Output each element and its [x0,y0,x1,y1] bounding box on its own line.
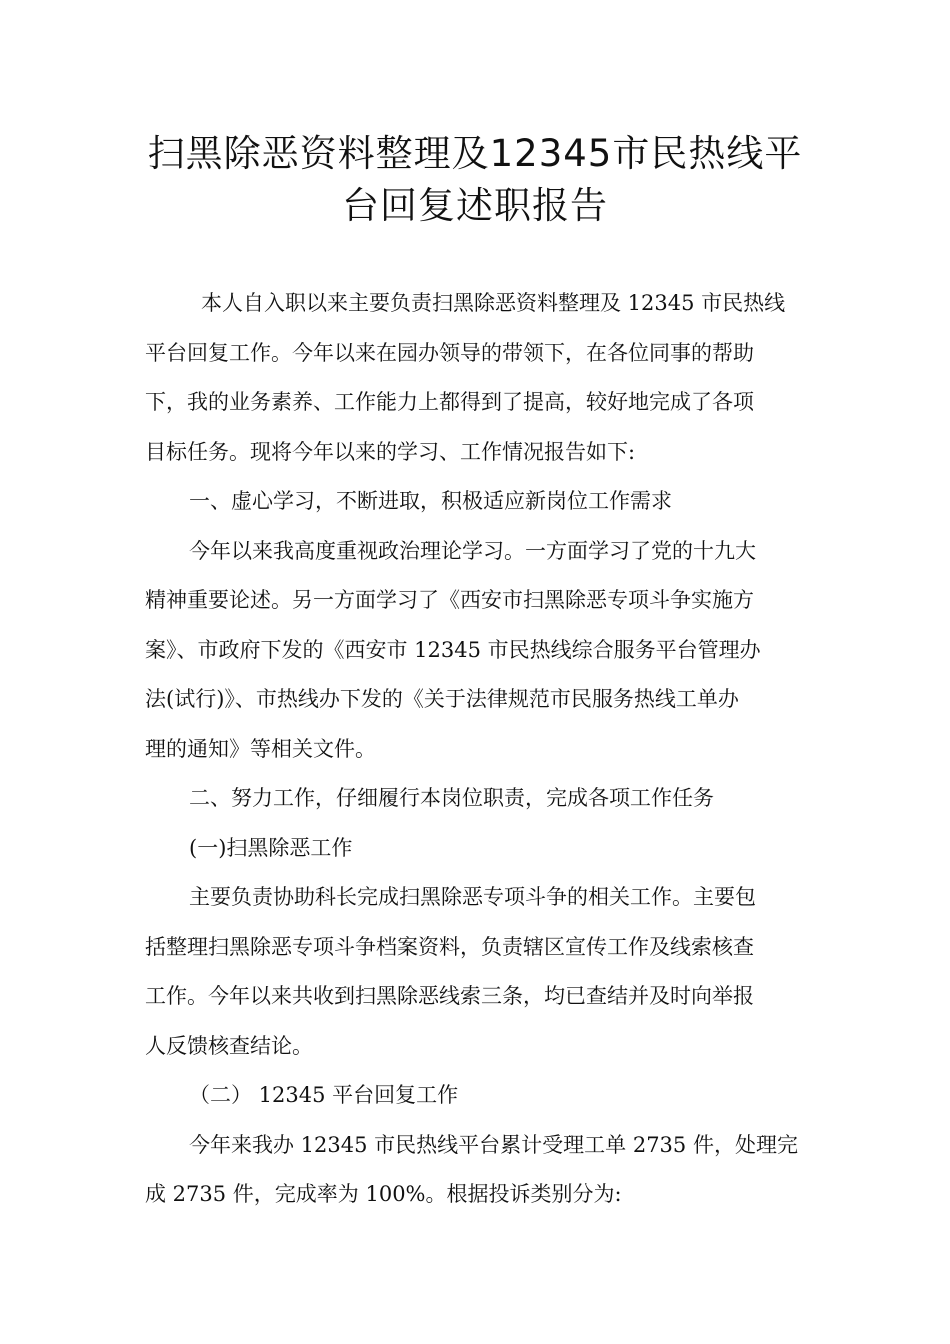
body-line: 本人自入职以来主要负责扫黑除恶资料整理及 12345 市民热线 [201,291,786,315]
subsection-heading-1: (一)扫黑除恶工作 [189,835,353,860]
body-line: 人反馈核查结论。 [145,1033,313,1058]
subsection-heading-2: （二） 12345 平台回复工作 [189,1083,459,1107]
body-line: 法(试行)》、市热线办下发的《关于法律规范市民服务热线工单办 [145,687,739,711]
body-line: 工作。今年以来共收到扫黑除恶线索三条，均已查结并及时向举报 [145,984,754,1008]
body-line: 理的通知》等相关文件。 [145,736,376,761]
title-line-1: 扫黑除恶资料整理及12345市民热线平 [147,132,803,175]
body-line: 成 2735 件，完成率为 100%。根据投诉类别分为: [145,1182,622,1206]
body-line: 今年来我办 12345 市民热线平台累计受理工单 2735 件，处理完 [189,1132,798,1157]
body-line: 主要负责协助科长完成扫黑除恶专项斗争的相关工作。主要包 [189,885,756,909]
section-heading-1: 一、虚心学习，不断进取，积极适应新岗位工作需求 [189,489,672,513]
body-line: 括整理扫黑除恶专项斗争档案资料，负责辖区宣传工作及线索核查 [145,934,754,959]
body-line: 下，我的业务素养、工作能力上都得到了提高，较好地完成了各项 [145,390,754,414]
body-line: 案》、市政府下发的《西安市 12345 市民热线综合服务平台管理办 [145,637,761,662]
section-heading-2: 二、努力工作，仔细履行本岗位职责，完成各项工作任务 [189,786,714,810]
title-line-2: 台回复述职报告 [342,184,608,227]
body-line: 精神重要论述。另一方面学习了《西安市扫黑除恶专项斗争实施方 [145,588,754,612]
document-title [120,128,830,232]
body-line: 平台回复工作。今年以来在园办领导的带领下，在各位同事的帮助 [145,340,754,365]
body-line: 今年以来我高度重视政治理论学习。一方面学习了党的十九大 [189,538,756,563]
document-body [145,284,810,1225]
body-line: 目标任务。现将今年以来的学习、工作情况报告如下: [145,439,636,464]
